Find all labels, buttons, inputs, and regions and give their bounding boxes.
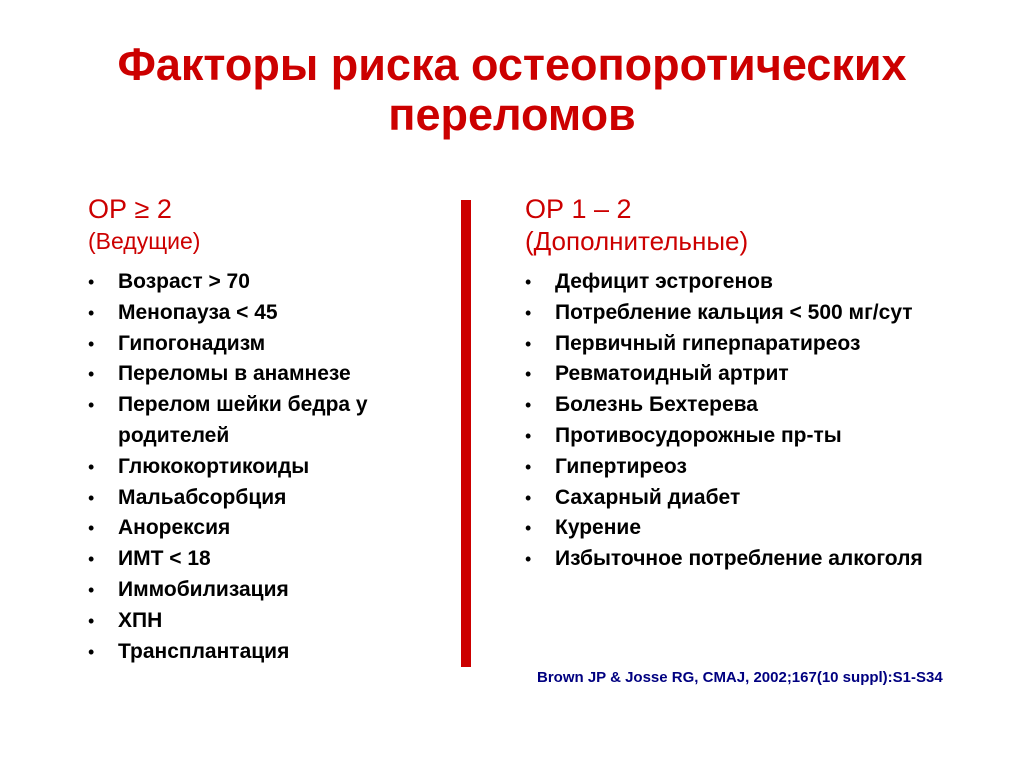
additional-factors-subheading: (Дополнительные) — [525, 226, 749, 256]
list-item-label: ИМТ < 18 — [118, 547, 211, 571]
bullet-icon: • — [525, 333, 532, 354]
bullet-icon: • — [88, 487, 95, 508]
list-item — [525, 298, 1015, 329]
bullet-icon: • — [525, 364, 532, 385]
list-item-label: Возраст > 70 — [118, 270, 250, 293]
list-item-label: Дефицит эстрогенов — [555, 270, 773, 293]
bullet-icon: • — [88, 456, 95, 477]
bullet-icon: • — [88, 610, 95, 631]
list-item — [88, 390, 448, 452]
bullet-icon: • — [525, 425, 532, 446]
bullet-icon: • — [525, 549, 532, 570]
list-item — [88, 359, 448, 390]
list-item — [88, 329, 448, 360]
list-item-label: Курение — [555, 516, 641, 540]
leading-factors-heading: ОР ≥ 2 — [88, 194, 172, 224]
list-item — [88, 298, 448, 329]
bullet-icon: • — [88, 395, 95, 416]
list-item — [88, 606, 448, 637]
bullet-icon: • — [88, 549, 95, 570]
list-item — [525, 544, 1015, 575]
bullet-icon: • — [88, 302, 95, 323]
bullet-icon: • — [525, 272, 532, 292]
bullet-icon: • — [525, 456, 532, 477]
list-item-label: Избыточное потребление алкоголя — [555, 547, 923, 571]
list-item — [88, 575, 448, 606]
column-divider — [461, 200, 471, 667]
list-item — [88, 483, 448, 514]
list-item-label: Анорексия — [118, 516, 231, 540]
list-item-label: Менопауза < 45 — [118, 300, 278, 324]
list-item-label: Глюкокортикоиды — [118, 454, 310, 478]
list-item — [88, 513, 448, 544]
list-item — [525, 329, 1015, 360]
list-item-label: Переломы в анамнезе — [118, 362, 351, 386]
list-item — [525, 359, 1015, 390]
list-item-label: Иммобилизация — [118, 577, 289, 601]
page-title — [0, 40, 1024, 140]
list-item — [525, 452, 1015, 483]
list-item-label: Болезнь Бехтерева — [555, 393, 758, 417]
title-line-1: Факторы риска остеопоротических — [117, 39, 907, 90]
list-item-label: Перелом шейки бедра у родителей — [118, 393, 368, 447]
list-item-label: Гипогонадизм — [118, 331, 266, 355]
list-item — [525, 513, 1015, 544]
list-item — [525, 483, 1015, 514]
bullet-icon: • — [525, 487, 532, 508]
list-item-label: Потребление кальция < 500 мг/сут — [555, 300, 913, 324]
list-item-label: Ревматоидный артрит — [555, 362, 789, 386]
list-item-label: Сахарный диабет — [555, 485, 741, 509]
bullet-icon: • — [88, 641, 95, 662]
list-item — [88, 544, 448, 575]
additional-factors-column — [525, 193, 1015, 575]
additional-factors-list — [525, 267, 1015, 575]
title-line-2: переломов — [388, 89, 636, 140]
leading-factors-subheading: (Ведущие) — [88, 228, 201, 254]
list-item-label: Гипертиреоз — [555, 454, 687, 478]
bullet-icon: • — [525, 518, 532, 539]
list-item — [525, 267, 1015, 298]
citation: Brown JP & Josse RG, CMAJ, 2002;167(10 suppl):S1-S34 — [537, 669, 943, 686]
list-item-label: Мальабсорбция — [118, 485, 287, 509]
bullet-icon: • — [88, 272, 95, 292]
bullet-icon: • — [88, 518, 95, 539]
bullet-icon: • — [525, 302, 532, 323]
leading-factors-list — [88, 267, 448, 667]
list-item-label: Трансплантация — [118, 639, 290, 663]
additional-factors-heading: ОР 1 – 2 — [525, 194, 632, 224]
list-item — [88, 267, 448, 298]
bullet-icon: • — [88, 364, 95, 385]
list-item — [525, 421, 1015, 452]
list-item — [88, 637, 448, 668]
list-item-label: Первичный гиперпаратиреоз — [555, 331, 861, 355]
list-item — [525, 390, 1015, 421]
list-item-label: Противосудорожные пр-ты — [555, 423, 842, 447]
leading-factors-column — [88, 193, 448, 667]
bullet-icon: • — [525, 395, 532, 416]
list-item — [88, 452, 448, 483]
list-item-label: ХПН — [118, 608, 163, 632]
bullet-icon: • — [88, 579, 95, 600]
bullet-icon: • — [88, 333, 95, 354]
